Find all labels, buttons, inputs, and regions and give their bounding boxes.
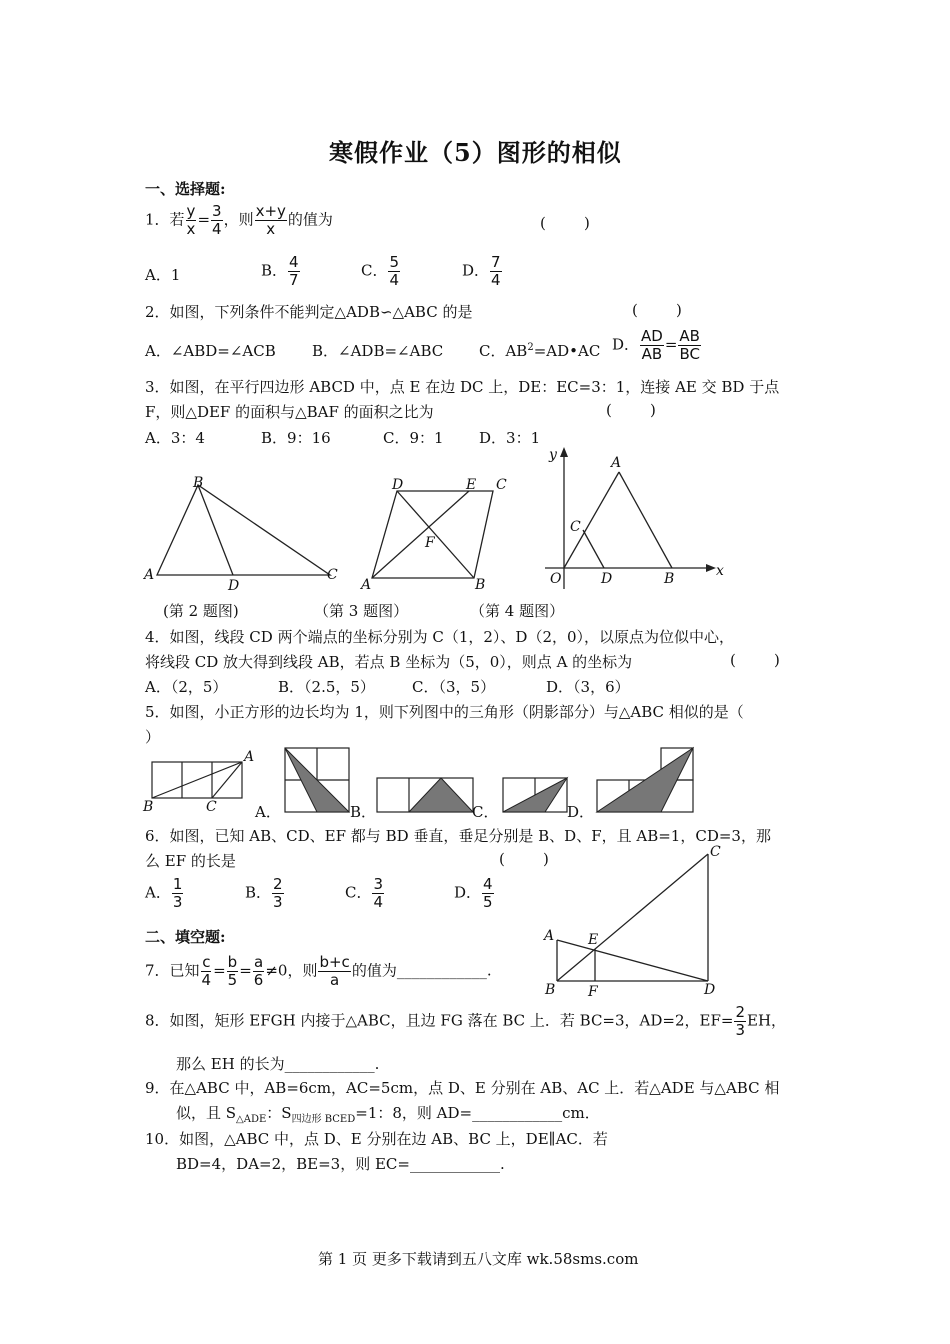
option-text: =AD•AC — [533, 342, 601, 360]
figure-q5-abc — [140, 745, 260, 817]
segment-cd — [583, 530, 604, 568]
denominator: x — [186, 220, 196, 238]
label-e: E — [466, 477, 477, 493]
q5-option-c: C． — [472, 803, 499, 821]
denominator: 3 — [172, 893, 183, 911]
q6-option-d — [454, 876, 495, 911]
numerator: x+y — [255, 202, 286, 220]
denominator: 4 — [491, 271, 501, 289]
q3-option-c: C．9：1 — [383, 429, 444, 447]
subscript: △ADE — [236, 1114, 267, 1125]
q4-option-b: B．（2.5，5） — [278, 678, 375, 696]
label-c: C — [206, 799, 217, 815]
fraction — [211, 203, 223, 238]
fraction — [201, 954, 213, 989]
numerator: 3 — [373, 875, 384, 893]
fraction — [490, 254, 502, 289]
q1-option-b — [261, 254, 301, 289]
q9-text: ：S — [266, 1104, 292, 1122]
answer-paren: ( ) — [540, 214, 590, 232]
segment-ae — [372, 491, 469, 578]
figure-q6 — [540, 840, 730, 1000]
label-e: E — [588, 932, 599, 948]
figure-q4 — [540, 443, 730, 593]
option-label: C． — [361, 261, 388, 280]
figure-q5-option-d — [594, 745, 694, 817]
fraction — [318, 954, 350, 989]
label-a: A — [144, 567, 155, 583]
segment-bc — [557, 854, 708, 981]
equals: = — [197, 210, 211, 229]
label-b: B — [193, 475, 204, 491]
denominator: 3 — [735, 1021, 745, 1039]
question-8-line-2: 那么 EH 的长为____________. — [176, 1055, 380, 1073]
label-f: F — [588, 984, 598, 1000]
section-heading-fill: 二、填空题: — [145, 928, 226, 946]
numerator: AB — [679, 327, 700, 345]
label-b: B — [475, 577, 486, 593]
numerator: 5 — [389, 253, 400, 271]
q5-option-d: D． — [567, 803, 595, 821]
figure-q5-option-c — [500, 775, 572, 815]
segment-ad — [557, 940, 708, 981]
option-label: B． — [245, 883, 272, 902]
denominator: 4 — [389, 271, 400, 289]
segment-ab — [619, 472, 672, 568]
y-axis-arrow — [560, 447, 568, 457]
segment-ba — [152, 762, 242, 798]
fraction — [227, 954, 239, 989]
label-a: A — [244, 749, 255, 765]
q3-option-d: D．3：1 — [479, 429, 541, 447]
label-x: x — [716, 563, 724, 579]
label-y: y — [549, 447, 557, 463]
option-label: D． — [462, 261, 490, 280]
caption-q4: （第 4 题图） — [470, 602, 565, 620]
question-5-line-2: ） — [145, 728, 161, 746]
question-10-line-1: 10．如图，△ABC 中，点 D、E 分别在边 AB、BC 上，DE∥AC．若 — [145, 1130, 608, 1148]
q9-text: 似，且 S — [176, 1104, 237, 1122]
q4-option-c: C．（3，5） — [412, 678, 496, 696]
numerator: b — [227, 953, 238, 971]
q1-tail: 的值为 — [287, 210, 333, 229]
fraction — [255, 203, 287, 238]
segment-bd — [198, 485, 233, 575]
q8-pre: 8．如图，矩形 EFGH 内接于△ABC，且边 FG 落在 BC 上．若 BC=3，AD=2，EF= — [145, 1011, 734, 1030]
fraction — [253, 954, 265, 989]
numerator: AD — [641, 327, 663, 345]
numerator: 2 — [735, 1003, 745, 1021]
q1-option-a: A．1 — [145, 266, 181, 284]
question-6-line-1: 6．如图，已知 AB、CD、EF 都与 BD 垂直，垂足分别是 B、D、F，且 AB=1，CD=3，那 — [145, 827, 771, 845]
label-b: B — [143, 799, 154, 815]
numerator: b+c — [319, 953, 350, 971]
denominator: 4 — [201, 971, 212, 989]
q6-option-b — [245, 876, 285, 911]
numerator: 7 — [491, 253, 501, 271]
fraction — [678, 328, 701, 363]
q9-text: =1：8，则 AD=____________cm． — [355, 1104, 600, 1122]
answer-paren: ( ) — [606, 401, 656, 419]
q6-option-c — [345, 876, 385, 911]
fraction — [734, 1004, 746, 1039]
numerator: 2 — [273, 875, 283, 893]
question-7 — [145, 954, 492, 989]
fraction — [272, 876, 284, 911]
subscript: 四边形 BCED — [291, 1114, 356, 1125]
answer-paren: ( ) — [632, 301, 682, 319]
question-6-line-2: 么 EF 的长是 — [145, 852, 236, 870]
question-4-line-1: 4．如图，线段 CD 两个端点的坐标分别为 C（1，2）、D（2，0），以原点为位似中心， — [145, 628, 735, 646]
denominator: 3 — [273, 893, 283, 911]
figure-q3 — [355, 472, 520, 594]
figure-q5-option-a — [282, 745, 352, 817]
q2-option-a: A．∠ABD=∠ACB — [145, 342, 276, 360]
x-axis-arrow — [706, 564, 716, 572]
q1-option-d — [462, 254, 503, 289]
option-label: D． — [612, 335, 640, 354]
label-b: B — [664, 571, 675, 587]
denominator: x — [266, 220, 276, 238]
shaded-triangle — [409, 778, 473, 812]
q2-option-c — [479, 340, 600, 361]
label-b: B — [545, 982, 556, 998]
numerator: y — [186, 202, 196, 220]
denominator: 4 — [373, 893, 384, 911]
triangle-abc — [157, 485, 330, 575]
q4-option-d: D．（3，6） — [546, 678, 630, 696]
q7-ne: ≠0，则 — [265, 961, 318, 980]
question-5-line-1: 5．如图，小正方形的边长均为 1，则下列图中的三角形（阴影部分）与△ABC 相似的是（ — [145, 703, 744, 721]
option-text: C．AB — [479, 342, 528, 360]
denominator: a — [330, 971, 340, 989]
numerator: 4 — [289, 253, 299, 271]
label-c: C — [327, 567, 338, 583]
denominator: BC — [679, 345, 700, 363]
q2-option-b: B．∠ADB=∠ABC — [312, 342, 444, 360]
q3-option-b: B．9：16 — [261, 429, 331, 447]
q6-option-a — [145, 876, 184, 911]
q7-pre: 7．已知 — [145, 961, 200, 980]
label-d: D — [704, 982, 716, 998]
fraction — [288, 254, 300, 289]
label-o: O — [550, 571, 562, 587]
label-c: C — [496, 477, 507, 493]
question-3-line-1: 3．如图，在平行四边形 ABCD 中，点 E 在边 DC 上，DE：EC=3：1，连接 AE 交 BD 于点 — [145, 378, 780, 396]
label-a: A — [611, 455, 622, 471]
question-8 — [145, 1004, 786, 1039]
label-f: F — [425, 535, 435, 551]
option-label: B． — [261, 261, 288, 280]
q3-option-a: A．3：4 — [145, 429, 205, 447]
fraction — [372, 876, 384, 911]
question-2: 2．如图，下列条件不能判定△ADB∽△ABC 的是 — [145, 303, 473, 321]
denominator: 5 — [227, 971, 238, 989]
equals: = — [239, 961, 252, 980]
option-label: C． — [345, 883, 372, 902]
q1-then: ，则 — [223, 210, 254, 229]
fraction — [172, 876, 184, 911]
figure-q5-option-b — [374, 775, 474, 815]
denominator: 4 — [212, 220, 222, 238]
q5-option-b: B． — [350, 803, 377, 821]
numerator: 1 — [172, 875, 183, 893]
equals: = — [213, 961, 226, 980]
page-title: 寒假作业（5）图形的相似 — [329, 138, 622, 167]
figure-q2 — [140, 472, 340, 592]
option-label: D． — [454, 883, 482, 902]
q1-num: 1．若 — [145, 210, 185, 229]
label-a: A — [361, 577, 372, 593]
fraction — [388, 254, 400, 289]
denominator: 5 — [483, 893, 493, 911]
q2-option-d — [612, 328, 702, 363]
label-d: D — [228, 578, 240, 592]
denominator: AB — [641, 345, 663, 363]
option-label: A． — [145, 883, 171, 902]
numerator: c — [202, 953, 211, 971]
diagonal-bd — [397, 491, 474, 578]
label-c: C — [570, 519, 581, 535]
fraction — [640, 328, 664, 363]
question-10-line-2: BD=4，DA=2，BE=3，则 EC=____________. — [176, 1155, 505, 1173]
fraction — [186, 203, 197, 238]
question-4-line-2: 将线段 CD 放大得到线段 AB，若点 B 坐标为（5，0），则点 A 的坐标为 — [145, 653, 633, 671]
caption-q2: (第 2 题图) — [163, 602, 239, 620]
numerator: 3 — [212, 202, 222, 220]
section-heading-choice: 一、选择题: — [145, 180, 226, 198]
question-9-line-2 — [176, 1102, 600, 1125]
q8-post: EH， — [747, 1011, 787, 1030]
denominator: 7 — [289, 271, 299, 289]
denominator: 6 — [253, 971, 264, 989]
numerator: 4 — [483, 875, 493, 893]
superscript: 2 — [527, 342, 534, 353]
question-1 — [145, 203, 333, 238]
q5-option-a: A． — [255, 803, 281, 821]
q4-option-a: A．（2，5） — [145, 678, 228, 696]
numerator: a — [253, 953, 264, 971]
q1-option-c — [361, 254, 401, 289]
q7-tail: 的值为____________. — [351, 961, 492, 980]
answer-paren: ( ) — [730, 651, 780, 669]
question-9-line-1: 9．在△ABC 中，AB=6cm，AC=5cm，点 D、E 分别在 AB、AC 上．若△ADE 与△ABC 相 — [145, 1079, 780, 1097]
label-a: A — [544, 928, 555, 944]
question-3-line-2: F，则△DEF 的面积与△BAF 的面积之比为 — [145, 403, 434, 421]
page-footer: 第 1 页 更多下载请到五八文库 wk.58sms.com — [318, 1250, 639, 1268]
label-c: C — [710, 844, 721, 860]
caption-q3: （第 3 题图） — [314, 602, 409, 620]
equals: = — [664, 335, 678, 354]
label-d: D — [601, 571, 613, 587]
label-d: D — [392, 477, 404, 493]
answer-paren: ( ) — [499, 850, 549, 868]
fraction — [482, 876, 494, 911]
